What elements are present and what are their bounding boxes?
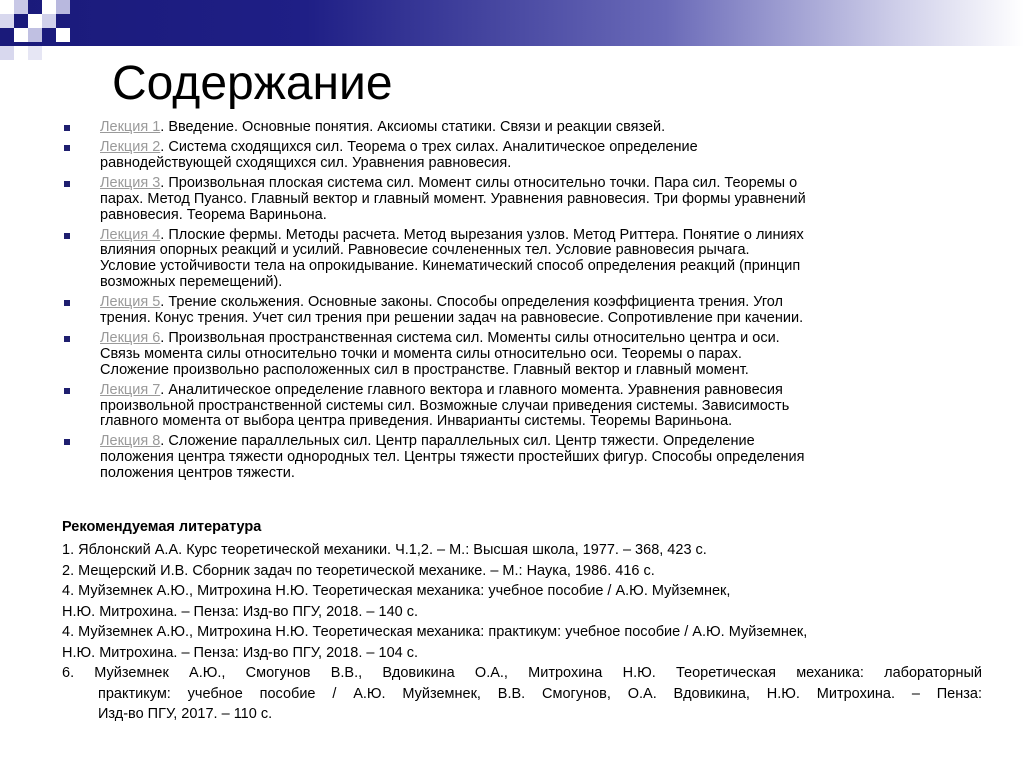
lecture-separator: . [160, 226, 169, 243]
lecture-text: Сложение параллельных сил. Центр параллельных сил. Центр тяжести. Определение [168, 433, 755, 450]
lecture-list [62, 120, 962, 486]
lecture-separator: . [160, 330, 169, 347]
literature-item: 2. Мещерский И.В. Сборник задач по теоретической механике. – М.: Наука, 1986. 416 с. [62, 562, 655, 579]
lecture-text: парах. Метод Пуансо. Главный вектор и главный момент. Уравнения равновесия. Три формы уравнений [100, 190, 806, 207]
square-bullet-icon [64, 233, 70, 239]
lecture-separator: . [160, 139, 169, 156]
lecture-text: Сложение произвольно расположенных сил в пространстве. Главный вектор и главный момент. [100, 361, 749, 378]
lecture-link[interactable]: Лекция 1 [100, 119, 161, 135]
lecture-text: положения центра тяжести однородных тел. Центры тяжести простейших фигур. Способы определения [100, 449, 805, 466]
square-bullet-icon [64, 145, 70, 151]
lecture-item [62, 295, 962, 327]
lecture-link[interactable]: Лекция 5 [100, 294, 161, 311]
literature-item: 1. Яблонский А.А. Курс теоретической механики. Ч.1,2. – М.: Высшая школа, 1977. – 368, 423 с. [62, 542, 707, 558]
square-bullet-icon [64, 388, 70, 394]
literature-heading: Рекомендуемая литература [62, 519, 262, 535]
lecture-text: Произвольная пространственная система сил. Моменты силы относительно центра и оси. [168, 330, 780, 347]
lecture-text: Произвольная плоская система сил. Момент силы относительно точки. Пара сил. Теоремы о [168, 174, 798, 191]
lecture-text: Трение скольжения. Основные законы. Способы определения коэффициента трения. Угол [168, 294, 784, 311]
lecture-text: Аналитическое определение главного вектора и главного момента. Уравнения равновесия [168, 381, 783, 398]
slide-title: Содержание [112, 57, 393, 110]
lecture-separator: . [160, 294, 169, 311]
header-gradient-bar [0, 0, 1024, 46]
literature-item: Н.Ю. Митрохина. – Пенза: Изд-во ПГУ, 2018. – 140 с. [62, 603, 419, 620]
lecture-text: трения. Конус трения. Учет сил трения при решении задач на равновесие. Сопротивление при качении. [100, 309, 804, 326]
lecture-text: возможных перемещений). [100, 274, 283, 291]
square-bullet-icon [64, 439, 70, 445]
literature-last-entry [62, 663, 982, 725]
literature-lines [62, 540, 982, 663]
lecture-link[interactable]: Лекция 8 [100, 433, 161, 450]
lecture-link[interactable]: Лекция 6 [100, 330, 161, 347]
lecture-link[interactable]: Лекция 7 [100, 381, 161, 398]
lecture-text: Система сходящихся сил. Теорема о трех силах. Аналитическое определение [168, 139, 698, 156]
lecture-text: Введение. Основные понятия. Аксиомы статики. Связи и реакции связей. [168, 119, 666, 135]
lecture-item [62, 383, 962, 430]
lecture-item [62, 120, 962, 136]
lecture-text: главного момента от выбора центра приведения. Инварианты системы. Теоремы Вариньона. [100, 413, 733, 430]
literature-item: 6. Муйземнек А.Ю., Смогунов В.В., Вдовикина О.А., Митрохина Н.Ю. Теоретическая механика: лабораторный [62, 665, 982, 681]
literature-item: Н.Ю. Митрохина. – Пенза: Изд-во ПГУ, 2018. – 104 с. [62, 644, 419, 661]
lecture-separator: . [160, 119, 169, 135]
literature-item: 4. Муйземнек А.Ю., Митрохина Н.Ю. Теоретическая механика: практикум: учебное пособие / А.Ю. Муйземнек, [62, 624, 808, 640]
square-bullet-icon [64, 181, 70, 187]
lecture-link[interactable]: Лекция 2 [100, 139, 161, 156]
lecture-link[interactable]: Лекция 4 [100, 226, 161, 243]
square-bullet-icon [64, 125, 70, 131]
lecture-item [62, 434, 962, 481]
lecture-item [62, 140, 962, 172]
lecture-separator: . [160, 381, 169, 398]
literature-item: 4. Муйземнек А.Ю., Митрохина Н.Ю. Теоретическая механика: учебное пособие / А.Ю. Муйземнек, [62, 583, 731, 599]
lecture-text: Связь момента силы относительно точки и момента силы относительно оси. Теоремы о парах. [100, 345, 742, 362]
lecture-text: влияния опорных реакций и усилий. Равновесие сочлененных тел. Условие равновесия рычага. [100, 242, 750, 259]
lecture-text: равновесия. Теорема Вариньона. [100, 206, 327, 223]
literature-item: практикум: учебное пособие / А.Ю. Муйземнек, В.В. Смогунов, О.А. Вдовикина, Н.Ю. Митрохина. – Пенза: [98, 685, 982, 702]
literature-section [62, 517, 982, 725]
lecture-item [62, 176, 962, 223]
lecture-separator: . [160, 174, 169, 191]
lecture-text: положения центров тяжести. [100, 465, 295, 482]
literature-item: Изд-во ПГУ, 2017. – 110 с. [98, 706, 273, 722]
square-bullet-icon [64, 336, 70, 342]
lecture-text: Условие устойчивости тела на опрокидывание. Кинематический способ определения реакций (принцип [100, 258, 801, 275]
square-bullet-icon [64, 300, 70, 306]
lecture-item [62, 331, 962, 378]
decorative-squares [0, 0, 90, 60]
lecture-text: произвольной пространственной системы сил. Возможные случаи приведения системы. Зависимость [100, 397, 790, 414]
lecture-link[interactable]: Лекция 3 [100, 174, 161, 191]
lecture-text: Плоские фермы. Методы расчета. Метод вырезания узлов. Метод Риттера. Понятие о линиях [168, 226, 804, 243]
lecture-text: равнодействующей сходящихся сил. Уравнения равновесия. [100, 154, 512, 171]
lecture-item [62, 228, 962, 291]
lecture-separator: . [160, 433, 169, 450]
